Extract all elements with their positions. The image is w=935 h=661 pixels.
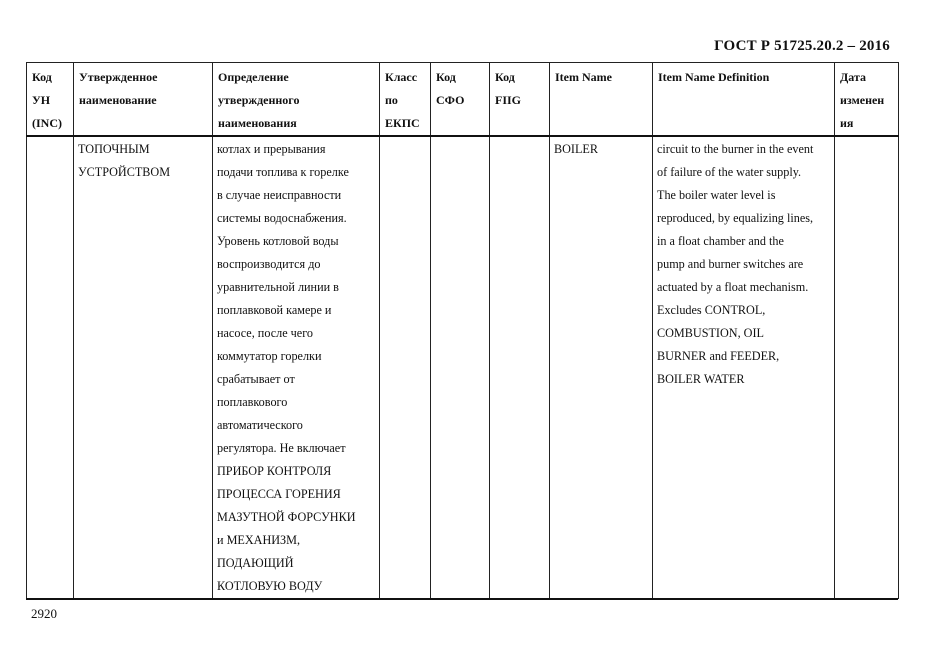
text-line: actuated by a float mechanism. <box>657 280 809 294</box>
text-line: Утвержденное <box>79 70 158 84</box>
text-line: Уровень котловой воды <box>217 234 339 248</box>
header-inc-code <box>27 63 74 137</box>
text-line: Класс <box>385 70 418 84</box>
text-line: FIIG <box>495 93 522 107</box>
cell-change-date <box>835 136 899 599</box>
cell-item-name-definition <box>653 136 835 599</box>
table-bottom-rule <box>26 598 898 600</box>
cell-approved-name <box>74 136 213 599</box>
cell-fiig-code <box>490 136 550 599</box>
text-line: наименования <box>218 116 297 130</box>
text-line: Код <box>436 70 456 84</box>
text-line: УСТРОЙСТВОМ <box>78 165 171 179</box>
header-change-date <box>835 63 899 137</box>
cell-inc-code <box>27 136 74 599</box>
text-line: утвержденного <box>218 93 300 107</box>
text-line: Код <box>32 70 52 84</box>
text-line: УН <box>32 93 51 107</box>
text-line: котлах и прерывания <box>217 142 326 156</box>
header-item-name <box>550 63 653 137</box>
table-header-row <box>27 63 899 137</box>
header-sfo-code <box>431 63 490 137</box>
text-line: COMBUSTION, OIL <box>657 326 764 340</box>
text-line: of failure of the water supply. <box>657 165 802 179</box>
text-line: Item Name <box>555 70 612 84</box>
header-name-definition <box>213 63 380 137</box>
text-line: коммутатор горелки <box>217 349 322 363</box>
text-line: ЕКПС <box>385 116 420 130</box>
text-line: уравнительной линии в <box>217 280 339 294</box>
text-line: подачи топлива к горелке <box>217 165 349 179</box>
text-line: автоматического <box>217 418 303 432</box>
text-line: ПРОЦЕССА ГОРЕНИЯ <box>217 487 341 501</box>
text-line: МАЗУТНОЙ ФОРСУНКИ <box>217 510 356 524</box>
text-line: pump and burner switches are <box>657 257 804 271</box>
text-line: Item Name Definition <box>658 70 770 84</box>
text-line: наименование <box>79 93 157 107</box>
table-row <box>27 136 899 599</box>
text-line: воспроизводится до <box>217 257 321 271</box>
header-approved-name <box>74 63 213 137</box>
text-line: насосе, после чего <box>217 326 313 340</box>
text-line: регулятора. Не включает <box>217 441 346 455</box>
text-line: ТОПОЧНЫМ <box>78 142 150 156</box>
text-line: reproduced, by equalizing lines, <box>657 211 814 225</box>
text-line: поплавкового <box>217 395 288 409</box>
text-line: in a float chamber and the <box>657 234 784 248</box>
header-fiig-code <box>490 63 550 137</box>
page-number: 2920 <box>31 606 57 621</box>
text-line: Определение <box>218 70 289 84</box>
text-line: BURNER and FEEDER, <box>657 349 780 363</box>
text-line: в случае неисправности <box>217 188 342 202</box>
text-line: The boiler water level is <box>657 188 776 202</box>
header-item-name-definition <box>653 63 835 137</box>
header-ekps-class <box>380 63 431 137</box>
text-line: BOILER <box>554 142 599 156</box>
text-line: по <box>385 93 398 107</box>
text-line: Дата <box>840 70 866 84</box>
cell-ekps-class <box>380 136 431 599</box>
text-line: поплавковой камере и <box>217 303 332 317</box>
cell-name-definition <box>213 136 380 599</box>
text-line: ПРИБОР КОНТРОЛЯ <box>217 464 332 478</box>
text-line: (INC) <box>32 116 62 130</box>
text-line: Excludes CONTROL, <box>657 303 766 317</box>
text-line: изменен <box>840 93 885 107</box>
item-name-table <box>26 62 899 599</box>
text-line: BOILER WATER <box>657 372 745 386</box>
text-line: и МЕХАНИЗМ, <box>217 533 301 547</box>
cell-sfo-code <box>431 136 490 599</box>
cell-item-name <box>550 136 653 599</box>
text-line: circuit to the burner in the event <box>657 142 814 156</box>
text-line: Код <box>495 70 515 84</box>
text-line: ПОДАЮЩИЙ <box>217 556 294 570</box>
text-line: ия <box>840 116 854 130</box>
text-line: СФО <box>436 93 465 107</box>
document-standard-header: ГОСТ Р 51725.20.2 – 2016 <box>714 38 890 54</box>
text-line: срабатывает от <box>217 372 295 386</box>
text-line: системы водоснабжения. <box>217 211 347 225</box>
text-line: КОТЛОВУЮ ВОДУ <box>217 579 323 593</box>
